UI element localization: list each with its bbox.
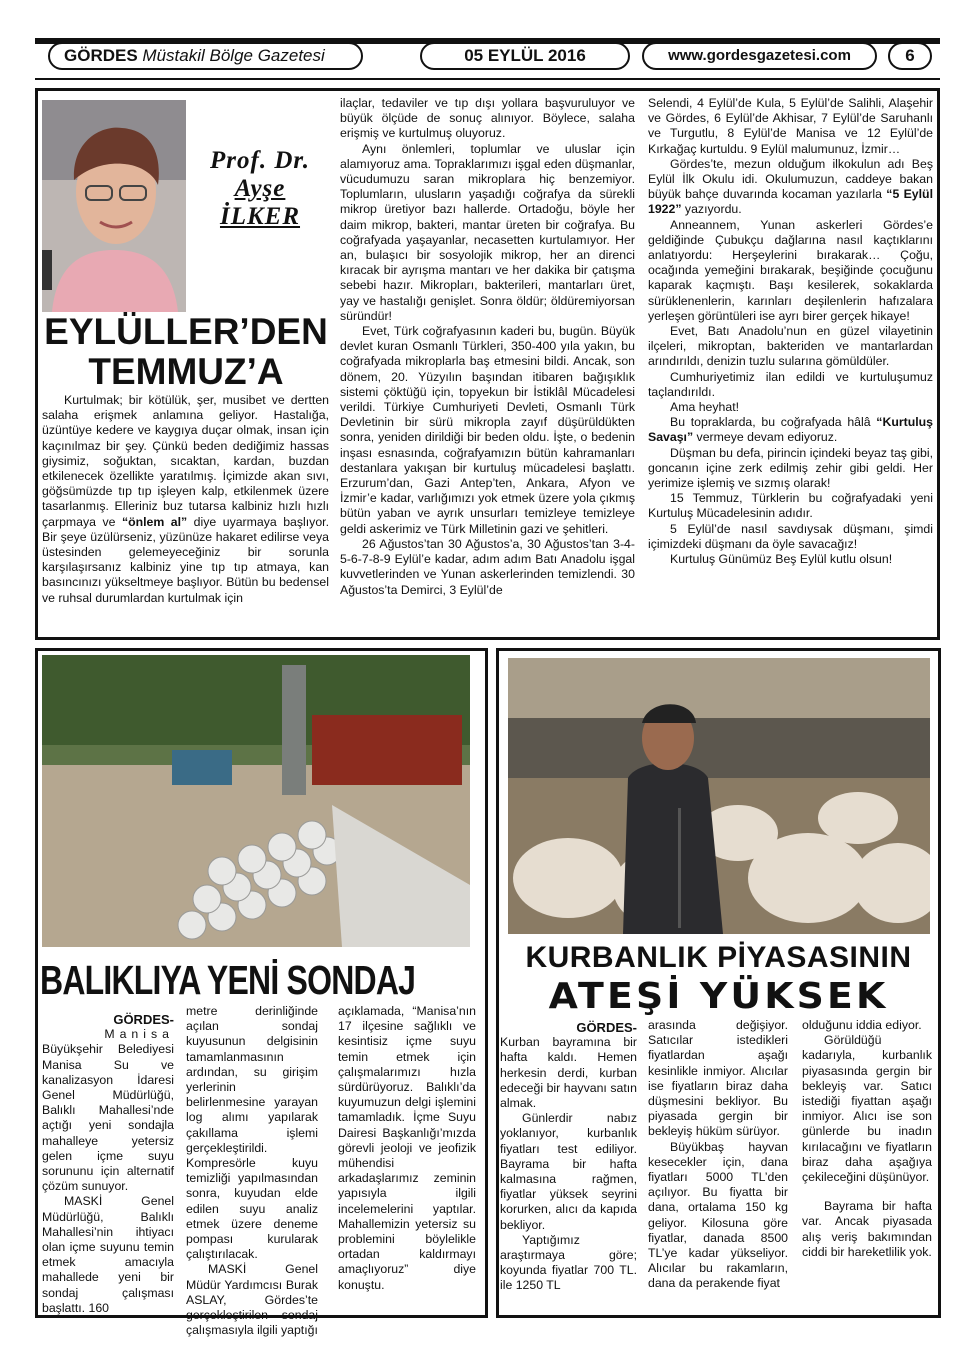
kurban-col1-p2: Günlerdir nabız yoklanıyor, kurbanlık fiyatları test ediliyor. Bayrama bir hafta kalmasına rağmen, fiyatlar yüksek seyrini korurken, alıcı da kapıda bekliyor. xyxy=(500,1111,637,1232)
website-url[interactable]: www.gordesgazetesi.com xyxy=(668,47,851,64)
col2-p3: Evet, Türk coğrafyasının kaderi bu, bugün. Büyük devlet kuran Osmanlı Türkleri, 350-400 yıla yakın, bu coğrafyada mikroplarla baş etmesini bildi. Ancak, son dönem, 20. Yüzyılın başından itibaren bağışıklık sistemi çöktüğü için, topyekun bir İstiklâl Mücadelesi verildi. Türkiye Cumhuriyeti Devleti, Osmanlı Türk Devletinin bir sürü mikropla zayıf düşürüldükten sonra, yeniden dirildiği bir beden oldu. İşte, o bedenin inşası esnasında, coğrafyamızın bütün kahramanları destanlara yakışan bir kurtuluş mücadelesi başlattı. Erzurum’dan, Gazi Antep’ten, Ankara, Afyon ve İzmir’e kadar, varlığımızı yok etmek üzere yola çıkmış bütün yaban ve ayrık unsurları temizleye temizleye geldi askerimiz ve Türk Milletinin gazi ve şehitleri. xyxy=(340,324,635,536)
author-photo xyxy=(42,100,186,312)
col3-p9: 15 Temmuz, Türklerin bu coğrafyadaki yeni Kurtuluş Mücadelesinin adıdır. xyxy=(648,491,933,521)
author-name-line3: İLKER xyxy=(219,203,301,230)
sondaj-col2 xyxy=(186,1004,318,1338)
kurban-headline-line1: KURBANLIK PİYASASININ xyxy=(525,941,912,974)
col2-p1: ilaçlar, tedaviler ve tıp dışı yollara başvuruluyor ve büyük ölçüde de sonuç alınıyor. Böylece, salaha erişmiş ve kurtulmuş oluyoruz. xyxy=(340,96,635,141)
sondaj-headline: BALIKLIYA YENİ SONDAJ xyxy=(40,957,416,1003)
sondaj-col3-p1: açıklamada, “Manisa’nın 17 ilçesine sağlıklı ve kesintisiz içme suyu temin etmek için çalışmalarımızı hızla sürdürüyoruz. Balıklı’da kuyumuzun delgi işlemini tamamladık. İçme Suyu Dairesi Başkanlığı’mızda görevli jeoloji ve jeofizik mühendisi arkadaşlarımız zeminin yapısıyla ilgili incelemelerini yaptılar. Mahallemizin yetersiz su problemini böylelikle ortadan kaldırmayı amaçlıyoruz” diye konuştu. xyxy=(338,1004,476,1292)
sondaj-col1-p2: MASKİ Genel Müdürlüğü, Balıklı Mahallesi’nin ihtiyacı olan içme suyunu temin etmek amacıyla mahallede yeni bir sondaj çalışması başlattı. 160 xyxy=(42,1194,174,1315)
page-number-pill xyxy=(888,42,932,70)
kurban-col2 xyxy=(648,1018,788,1292)
website-pill xyxy=(642,42,877,70)
date-pill xyxy=(420,42,630,70)
col3-p7: Bu topraklarda, bu coğrafyada hâlâ xyxy=(670,415,871,430)
col2-p2: Aynı önlemleri, toplumlar ve uluslar için alamıyoruz ama. Topraklarımızı işgal eden düşmanlar, vücudumuzu saran mikroplara hiç benzemiyor. Toplumların, ulusların yaşadığı coğrafya da sürekli mikrop üretiyor bazı hallerde. Ortadoğu, böyle her daim mikrop, bakteri, mantar üreten bir coğrafya. Bu coğrafyada yaşayanlar, necasetten kurtulamıyor. Her an, bulaşıcı bir sosyolojik mikrop, her an direnci kıracak bir ayrışma mantarı ve her dakika bir çatışma sebebi hazır. Mikropları, bakterileri, mantarları üret, yay ve hastalığı genişlet. Sonra öldür; öldüremiyorsan süründür! xyxy=(340,141,635,323)
kurban-col3 xyxy=(802,1018,932,1260)
author-name-line1: Prof. Dr. xyxy=(210,147,310,174)
column-title xyxy=(42,312,330,392)
kurban-dateline: GÖRDES- xyxy=(576,1020,637,1035)
kurban-photo xyxy=(508,658,930,934)
col1-text-b: diye uyarmaya başlıyor. Bir şeye üzülürseniz, yüzünüze hakaret edilirse veya üstesinden gelemeyeceğiniz bir sorunla karşılaşırsanız kalbiniz yine tıp tıp atmaya, kan basıncınızı yükseltmeye başlıyor. Bütün bu bedensel ve ruhsal durumlardan kurtulmak için xyxy=(42,514,329,605)
kurban-col3-p1: olduğunu iddia ediyor. xyxy=(802,1018,922,1032)
kurban-col1-p3: Yaptığımız araştırmaya göre; koyunda fiyatlar 700 TL. ile 1250 TL xyxy=(500,1232,637,1293)
col3-p8: Düşman bu defa, pirincin içindeki beyaz taş gibi, goncanın içine zerk edilmiş zehir gibi geldi. Her yerimize işlemiş ve sızmış olarak! xyxy=(648,445,933,491)
sondaj-dateline: GÖRDES- xyxy=(113,1012,174,1027)
col3-p11: Kurtuluş Günümüz Beş Eylül kutlu olsun! xyxy=(670,552,893,567)
paper-name: GÖRDES xyxy=(64,46,138,65)
kurban-col2-p2: Büyükbaş hayvan kesecekler için, dana fiyatları 5000 TL’den açılıyor. Bu fiyatta bir dana, ortalama 150 kg geliyor. Kilosuna göre fiyatlar, danada 8500 TL’ye kadar yükseliyor. Alıcılar bu rakamların, dana da perakende fiyat xyxy=(648,1139,788,1291)
author-portrait-image xyxy=(42,100,186,312)
col2-p4: 26 Ağustos’tan 30 Ağustos’a, 30 Ağustos’tan 3-4-5-6-7-8-9 Eylül’e kadar, adım adım Batı Anadolu işgal kuvvetlerinden ve Yunan askerlerinden temizlendi. 30 Ağustos’ta Demirci, 3 Eylül’de xyxy=(340,536,635,597)
column-title-line1: EYLÜLLER’DEN xyxy=(44,311,328,352)
col1-text-a: Kurtulmak; bir kötülük, şer, musibet ve dertten salaha erişmek anlamına geliyor. Hastalığa, üzüntüye kedere ve kaygıya duçar olmak, insan için kaçınılmaz bir şey. Çünkü beden dediğimiz hassas giysimiz, soğuktan, sıcaktan, kardan, buzdan etkilenecek özellikte yaratılmış. İçimizde akan sıvı, göğsümüzde tıp tıp işleyen kalp, etkilenmek üzere tasarlanmış. Elleriniz buz tutarsa kalbiniz hızlı hızlı çarpmaya ve xyxy=(42,393,329,529)
col3-p7-tail: vermeye devam ediyoruz. xyxy=(693,430,838,445)
page-number: 6 xyxy=(905,46,915,65)
kurban-col2-p1: arasında değişiyor. Satıcılar istedikleri fiyatlardan aşağı kesinlikle inmiyor. Alıcılar ise fiyatların biraz daha düşmesini bekliyor. Bu piyasada gergin bir bekleyiş hüküm sürüyor. xyxy=(648,1018,788,1139)
column-title-line2: TEMMUZ’A xyxy=(88,351,284,392)
sondaj-col1-p1: Büyükşehir Belediyesi Manisa Su ve kanalizasyon İdaresi Genel Müdürlüğü, Balıklı Mahallesi’nde açtığı yeni sondajla mahalleye yetersiz gelen içme suyu sorununu için alternatif çözüm sunuyor. xyxy=(42,1042,174,1194)
sondaj-col2-p1: metre derinliğinde açılan sondaj kuyusunun delgisinin tamamlanmasının ardından, su girişim yerlerinin belirlenmesine yarayan log alımı yapılarak çakıllama işlemi gerçekleştirildi. Kompresörle kuyu temizliği yapılmasından sonra, kuyudan elde edilen suyu analiz etmek üzere deneme pompası kurularak çalıştırılacak. xyxy=(186,1004,318,1262)
paper-name-pill xyxy=(48,42,363,70)
sondaj-col1 xyxy=(42,1012,174,1316)
col3-p5: Cumhuriyetimiz ilan edildi ve kurtuluşumuz taçlandırıldı. xyxy=(648,369,933,399)
col1-bold: “önlem al” xyxy=(121,514,188,529)
col3-p3: Anneannem, Yunan askerleri Gördes’e geldiğinde Çubukçu dağlarına nasıl kaçtıklarını anlatıyordu: Herşeylerini bırakarak… Çoğu, ocağında yemeğini bırakarak, beşiğinde çocuğunu kaparak kaçmıştı. Başı kesilerek, sokaklarda sürüklenenlerin, karınları deşilenlerin hafızalara yerleşen görüntüleri ise ayrı birer gerçek hikaye! xyxy=(648,217,933,323)
column-text-col3 xyxy=(648,96,933,567)
col3-p6: Ama heyhat! xyxy=(670,400,740,415)
col3-p1: Selendi, 4 Eylül’de Kula, 5 Eylül’de Salihli, Alaşehir ve Gördes, 6 Eylül’de Akhisar, 7 Eylül’de Saruhanlı ve Turgutlu, 8 Eylül’de Manisa ve 12 Eylül’de Kırkağaç kurtuldu. 9 Eylül malumunuz, İzmir… xyxy=(648,96,933,156)
column-text-col1 xyxy=(42,393,329,606)
sondaj-col2-p2: MASKİ Genel Müdür Yardımcısı Burak ASLAY, Gördes’te gerçekleştirilen sondaj çalışmasıyla ilgili yaptığı xyxy=(186,1262,318,1338)
paper-subtitle: Müstakil Bölge Gazetesi xyxy=(142,46,325,65)
livestock-market-image xyxy=(508,658,930,934)
author-name-line2: Ayşe xyxy=(234,175,286,202)
sondaj-dateline-tail: Manisa xyxy=(104,1027,174,1042)
kurban-col3-p2: Görüldüğü kadarıyla, kurbanlık piyasasında gergin bir bekleyiş var. Satıcı istediği fiyattan aşağı inmiyor. Alıcı ise son günlerde bu inadın kırılacağını ve fiyatların biraz daha aşağıya çekileceğini düşünüyor. xyxy=(802,1033,932,1185)
col3-bold-savas: “Kurtuluş Savaşı” xyxy=(648,415,933,445)
kurban-col1-p1: Kurban bayramına bir hafta kaldı. Hemen herkesin derdi, kurban edeceği bir hayvanı satın almak. xyxy=(500,1035,637,1111)
kurban-col3-p3: Bayrama bir hafta var. Ancak piyasada alış veriş bakımından ciddi bir hareketlilik yok. xyxy=(802,1199,932,1259)
col3-p4: Evet, Batı Anadolu’nun en güzel vilayetinin ilçeleri, mikroptan, bakteriden ve mantarlardan arındırıldı, denizin tuzlu sularına gömüldüler. xyxy=(648,324,933,369)
sondaj-photo xyxy=(42,655,470,947)
drilling-site-image xyxy=(42,655,470,947)
kurban-headline-line2: ATEŞİ YÜKSEK xyxy=(548,976,889,1017)
column-text-col2 xyxy=(340,96,635,598)
kurban-col1 xyxy=(500,1020,637,1294)
col3-bold-date: “5 Eylül 1922” xyxy=(648,187,933,217)
sondaj-col3 xyxy=(338,1004,476,1293)
col3-p2-tail: yazıyordu. xyxy=(681,202,742,217)
col3-p10: 5 Eylül’de nasıl savdıysak düşmanı, şimdi içimizdeki düşmanı da öyle savacağız! xyxy=(648,521,933,551)
col3-p2: Gördes’te, mezun olduğum ilkokulun adı Beş Eylül İlk Okulu idi. Okulumuzun, caddeye bakan büyük bahçe duvarında kocaman yazılarla xyxy=(648,156,933,202)
issue-date: 05 EYLÜL 2016 xyxy=(464,46,586,65)
